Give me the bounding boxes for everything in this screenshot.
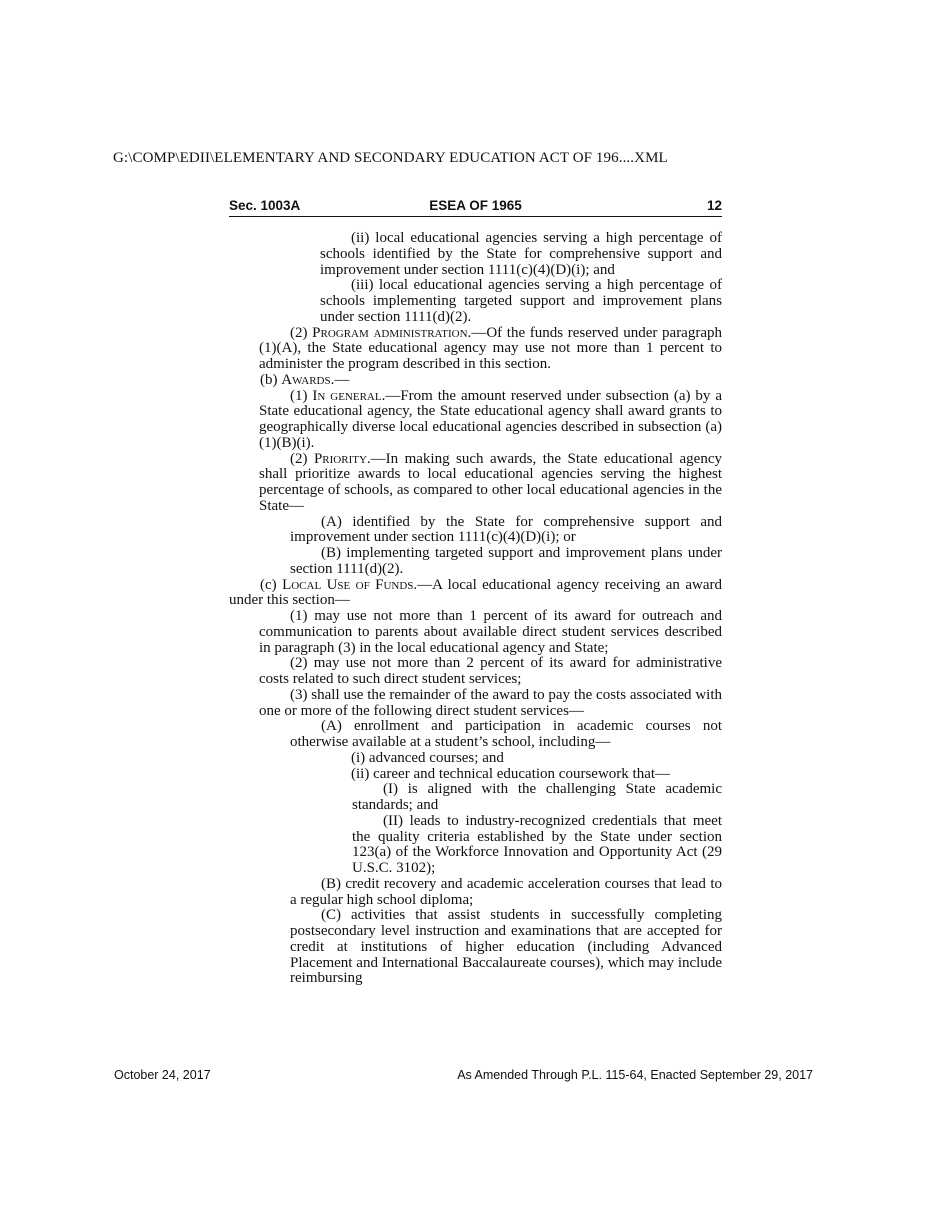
paragraph-text: —In making such awards, the State educational agency shall prioritize awards to local educational agencies serving the highest percentage of schools, as compared to other local educational agencies in the State— (259, 450, 722, 514)
page-number: 12 (706, 198, 722, 213)
paragraph-text: (ii) local educational agencies serving a high percentage of schools identified by the State for comprehensive support and improvement under section 1111(c)(4)(D)(i); and (320, 230, 722, 278)
paragraph-heading: In general. (312, 387, 386, 404)
paragraph-number: (1) (290, 387, 313, 404)
paragraph (229, 231, 722, 278)
paragraph (229, 278, 722, 325)
paragraph (229, 326, 722, 373)
paragraph (229, 908, 722, 987)
paragraph-number: (2) (290, 450, 314, 467)
paragraph-text: (2) may use not more than 2 percent of its award for administrative costs related to such direct student services; (259, 655, 722, 687)
paragraph (229, 546, 722, 578)
paragraph-text: (C) activities that assist students in successfully completing postsecondary level instruction and examinations that are accepted for credit at institutions of higher education (including Advanced Placement and International Baccalaureate courses), which may include reimbursing (290, 907, 722, 987)
paragraph-text: (3) shall use the remainder of the award to pay the costs associated with one or more of the following direct student services— (259, 686, 722, 719)
running-head (229, 198, 722, 217)
paragraph (229, 877, 722, 909)
paragraph-text: (1) may use not more than 1 percent of its award for outreach and communication to parents about available direct student services described in paragraph (3) in the local educational agency and State; (259, 608, 722, 656)
paragraph (229, 452, 722, 515)
paragraph (229, 782, 722, 814)
paragraph-heading: Priority. (313, 450, 371, 467)
paragraph-heading: Awards. (281, 371, 335, 388)
paragraph (229, 609, 722, 656)
paragraph-text: (A) identified by the State for comprehensive support and improvement under section 1111(c)(4)(D)(i); or (290, 513, 722, 546)
paragraph (229, 373, 722, 389)
paragraph-number: (b) (260, 371, 282, 388)
running-title: ESEA OF 1965 (429, 198, 522, 213)
paragraph-heading: Program administration. (312, 324, 472, 341)
paragraph-text: (I) is aligned with the challenging State academic standards; and (352, 781, 722, 813)
paragraph-number: (c) (260, 576, 283, 593)
paragraph (229, 578, 722, 610)
paragraph-text: — (334, 371, 350, 388)
paragraph-heading: Local Use of Funds. (282, 576, 418, 593)
paragraph-text: (iii) local educational agencies serving a high percentage of schools implementing targeted support and improvement plans under section 1111(d)(2). (320, 277, 722, 325)
paragraph (229, 814, 722, 877)
paragraph-text: (A) enrollment and participation in academic courses not otherwise available at a student’s school, including— (290, 718, 722, 750)
paragraph-text: (B) credit recovery and academic acceleration courses that lead to a regular high school diploma; (290, 875, 722, 908)
paragraph-text: —From the amount reserved under subsection (a) by a State educational agency, the State educational agency shall award grants to geographically diverse local educational agencies described in subsection (a)(1)(B)(i). (259, 387, 722, 451)
paragraph-text: (B) implementing targeted support and improvement plans under section 1111(d)(2). (290, 545, 722, 577)
paragraph-text: —Of the funds reserved under paragraph (1)(A), the State educational agency may use not more than 1 percent to administer the program described in this section. (259, 324, 722, 372)
paragraph-number: (2) (290, 324, 313, 341)
paragraph-text: (ii) career and technical education coursework that— (351, 765, 671, 782)
section-number: Sec. 1003A (229, 198, 301, 213)
footer-date: October 24, 2017 (114, 1068, 211, 1082)
paragraph (229, 767, 722, 783)
paragraph (229, 751, 722, 767)
footer-amendment-note: As Amended Through P.L. 115-64, Enacted September 29, 2017 (457, 1068, 813, 1082)
paragraph (229, 719, 722, 751)
paragraph-text: (II) leads to industry-recognized credentials that meet the quality criteria established by the State under section 123(a) of the Workforce Innovation and Opportunity Act (29 U.S.C. 3102); (352, 812, 722, 876)
file-path: G:\COMP\EDII\ELEMENTARY AND SECONDARY EDUCATION ACT OF 196....XML (113, 150, 668, 166)
statute-text (229, 231, 722, 987)
paragraph (229, 656, 722, 688)
paragraph-text: —A local educational agency receiving an award under this section— (229, 576, 722, 609)
paragraph (229, 389, 722, 452)
paragraph (229, 515, 722, 547)
paragraph (229, 688, 722, 720)
paragraph-text: (i) advanced courses; and (351, 749, 504, 766)
